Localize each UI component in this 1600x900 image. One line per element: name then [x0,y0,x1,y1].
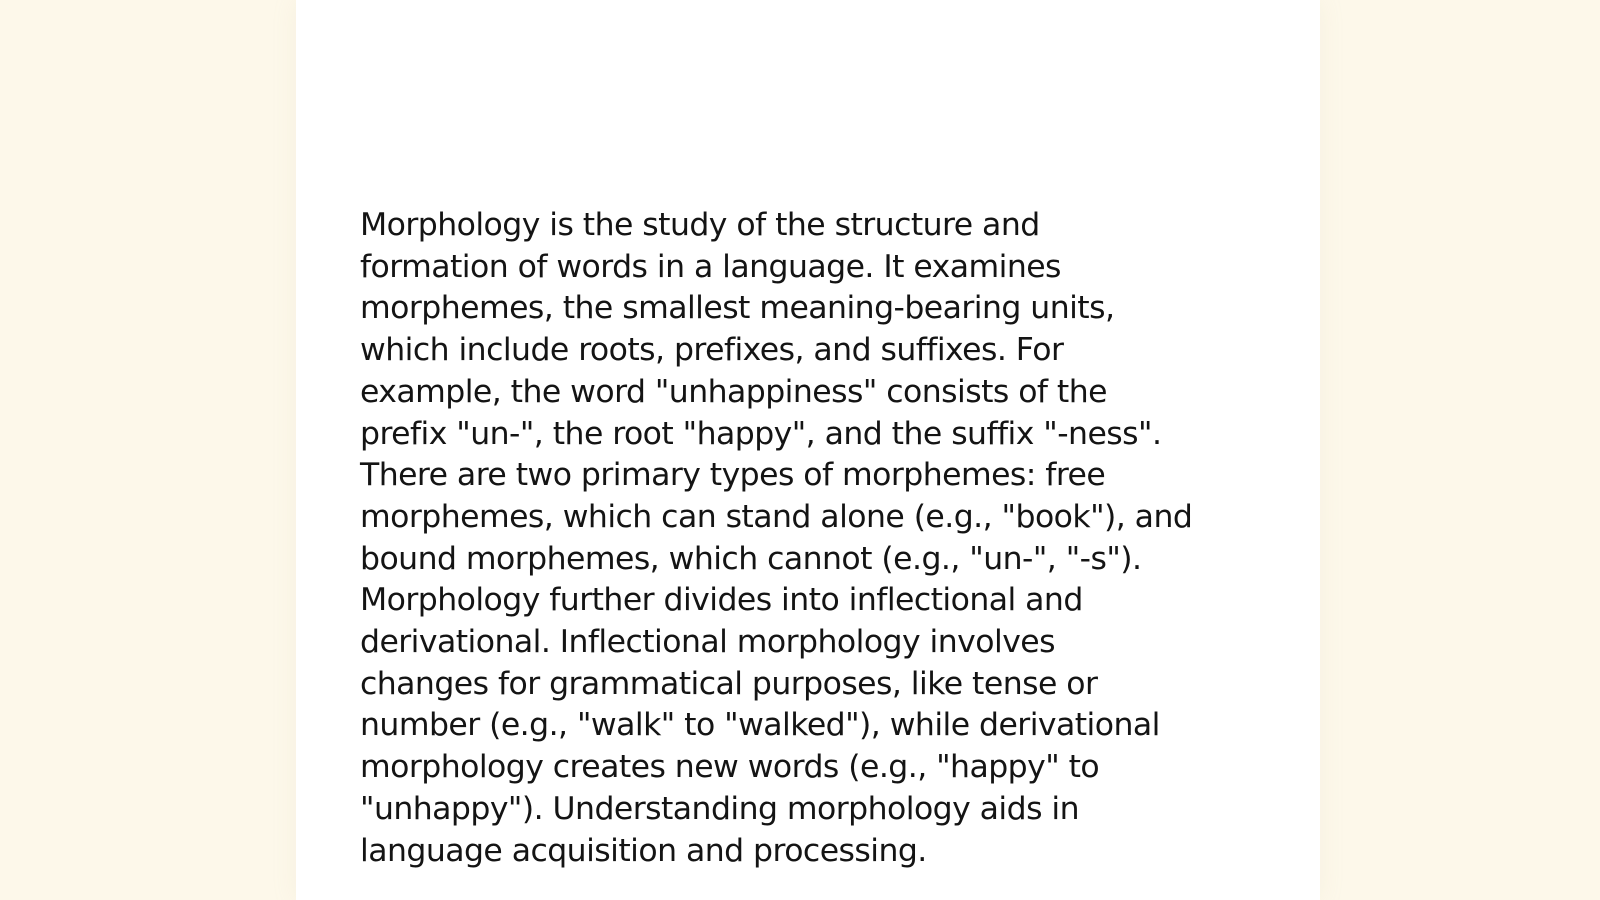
paragraph-line: changes for grammatical purposes, like tense or [360,665,1098,702]
paragraph-line: bound morphemes, which cannot (e.g., "un-", "-s"). [360,540,1142,577]
paragraph-line: morphemes, which can stand alone (e.g., "book"), and [360,498,1193,535]
paragraph-line: morphology creates new words (e.g., "happy" to [360,749,1100,786]
paragraph-line: morphemes, the smallest meaning-bearing units, [360,290,1115,327]
paragraph-line: "unhappy"). Understanding morphology aids in [360,790,1080,827]
paragraph-line: number (e.g., "walk" to "walked"), while derivational [360,707,1160,744]
paragraph-line: Morphology further divides into inflectional and [360,582,1083,619]
document-page [296,0,1320,900]
paragraph-line: derivational. Inflectional morphology involves [360,624,1055,661]
paragraph-line: There are two primary types of morphemes: free [360,457,1106,494]
paragraph-line: prefix "un-", the root "happy", and the suffix "-ness". [360,415,1162,452]
paragraph-line: Morphology is the study of the structure and [360,207,1040,243]
body-paragraph [360,205,1260,872]
paragraph-line: formation of words in a language. It examines [360,248,1061,285]
paragraph-line: example, the word "unhappiness" consists of the [360,373,1107,410]
paragraph-line: language acquisition and processing. [360,832,927,869]
paragraph-line: which include roots, prefixes, and suffixes. For [360,332,1064,369]
